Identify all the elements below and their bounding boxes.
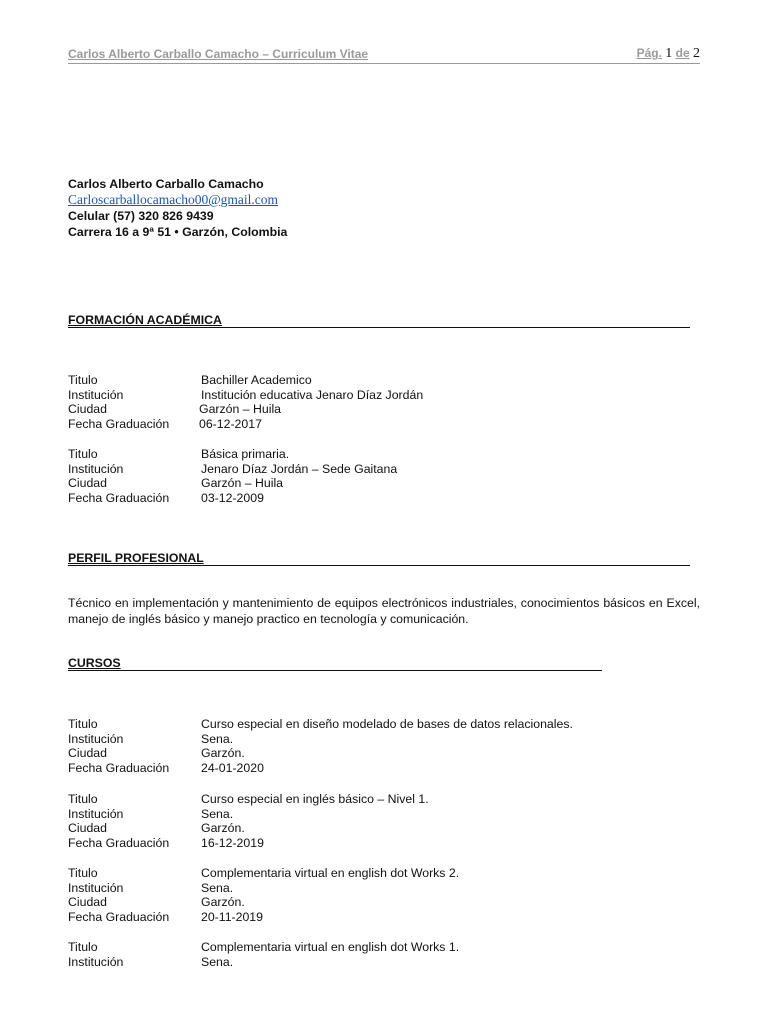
label-institucion: Institución: [68, 387, 124, 402]
label-titulo: Titulo: [68, 940, 98, 954]
value-fecha: 06-12-2017: [199, 416, 262, 431]
label-ciudad: Ciudad: [68, 402, 107, 417]
formacion-item-2: [68, 447, 708, 505]
label-ciudad: Ciudad: [68, 476, 107, 491]
value-fecha: 20-11-2019: [201, 909, 263, 924]
contact-name: Carlos Alberto Carballo Camacho: [68, 177, 264, 191]
value-institucion: Sena.: [201, 806, 234, 821]
value-titulo: Complementaria virtual en english dot Works 2.: [201, 866, 460, 880]
label-titulo: Titulo: [68, 373, 98, 387]
value-institucion: Sena.: [201, 731, 234, 746]
perfil-text: Técnico en implementación y mantenimiento de equipos electrónicos industriales, conocimientos básicos en Excel, manejo de inglés básico y manejo practico en tecnología y comunicación.: [68, 596, 700, 626]
formacion-item-1: [68, 373, 708, 431]
curso-item-1: [68, 717, 708, 775]
label-institucion: Institución: [68, 461, 124, 476]
running-header: [68, 46, 700, 64]
label-ciudad: Ciudad: [68, 821, 107, 836]
value-ciudad: Garzón.: [201, 746, 245, 761]
value-titulo: Complementaria virtual en english dot Works 1.: [201, 940, 460, 954]
value-fecha: 03-12-2009: [201, 490, 264, 505]
value-titulo: Básica primaria.: [201, 447, 290, 461]
contact-block: [68, 176, 287, 240]
value-titulo: Bachiller Academico: [201, 373, 312, 387]
label-institucion: Institución: [68, 806, 124, 821]
value-ciudad: Garzón – Huila: [201, 476, 284, 491]
label-ciudad: Ciudad: [68, 746, 107, 761]
label-fecha: Fecha Graduación: [68, 416, 170, 431]
section-perfil-heading: PERFIL PROFESIONAL: [68, 550, 690, 566]
value-titulo: Curso especial en diseño modelado de bases de datos relacionales.: [201, 717, 573, 731]
label-ciudad: Ciudad: [68, 895, 107, 910]
label-fecha: Fecha Graduación: [68, 760, 170, 775]
contact-phone: Celular (57) 320 826 9439: [68, 209, 214, 223]
page-indicator: Pág. 1 de 2: [636, 46, 700, 61]
curso-item-4: [68, 940, 708, 969]
value-titulo: Curso especial en inglés básico – Nivel 1.: [201, 792, 429, 806]
label-titulo: Titulo: [68, 717, 98, 731]
section-formacion-heading: FORMACIÓN ACADÉMICA: [68, 312, 690, 328]
section-cursos-heading: CURSOS: [68, 655, 602, 671]
label-titulo: Titulo: [68, 447, 98, 461]
header-doc-title: Carlos Alberto Carballo Camacho – Curriculum Vitae: [68, 47, 369, 61]
curso-item-3: [68, 866, 708, 924]
label-fecha: Fecha Graduación: [68, 909, 170, 924]
value-institucion: Sena.: [201, 954, 234, 969]
label-institucion: Institución: [68, 880, 124, 895]
value-institucion: Sena.: [201, 880, 234, 895]
value-ciudad: Garzón.: [201, 895, 245, 910]
value-fecha: 16-12-2019: [201, 835, 264, 850]
label-titulo: Titulo: [68, 792, 98, 806]
label-titulo: Titulo: [68, 866, 98, 880]
label-institucion: Institución: [68, 954, 124, 969]
value-ciudad: Garzón – Huila: [199, 402, 282, 417]
label-institucion: Institución: [68, 731, 124, 746]
contact-address: Carrera 16 a 9ª 51 • Garzón, Colombia: [68, 225, 288, 239]
email-link[interactable]: Carloscarballocamacho00@gmail.com: [68, 192, 278, 207]
label-fecha: Fecha Graduación: [68, 835, 170, 850]
label-fecha: Fecha Graduación: [68, 490, 170, 505]
value-institucion: Jenaro Díaz Jordán – Sede Gaitana: [201, 461, 398, 476]
value-ciudad: Garzón.: [201, 821, 245, 836]
curso-item-2: [68, 792, 708, 850]
value-institucion: Institución educativa Jenaro Díaz Jordán: [201, 387, 424, 402]
value-fecha: 24-01-2020: [201, 760, 264, 775]
